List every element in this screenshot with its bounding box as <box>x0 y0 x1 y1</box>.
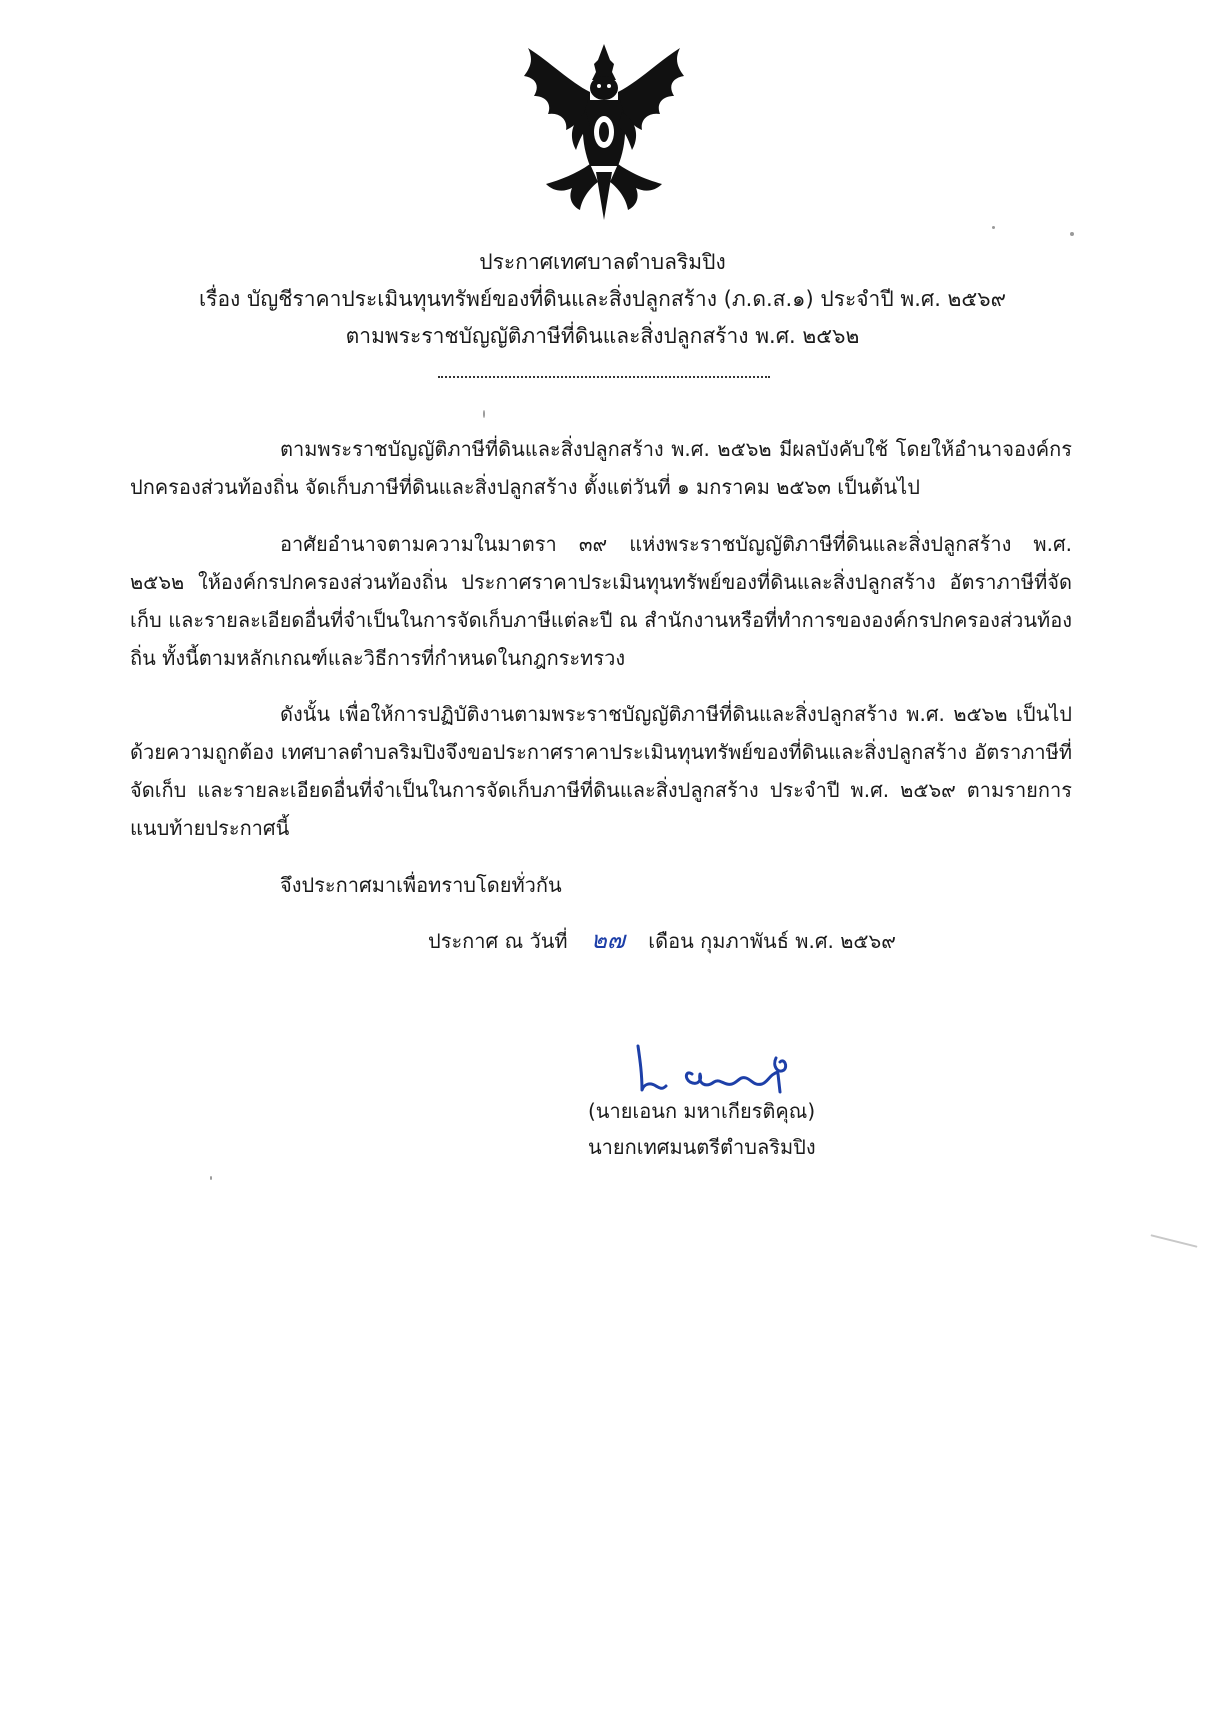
date-month-year: เดือน กุมภาพันธ์ พ.ศ. ๒๕๖๙ <box>648 929 896 953</box>
closing-statement: จึงประกาศมาเพื่อทราบโดยทั่วกัน <box>280 873 562 897</box>
announcement-title: ประกาศเทศบาลตำบลริมปิง <box>479 250 726 274</box>
signatory-title: นายกเทศมนตรีตำบลริมปิง <box>588 1135 816 1159</box>
scan-speck <box>1070 232 1074 236</box>
signatory-name: (นายเอนก มหาเกียรติคุณ) <box>588 1099 816 1123</box>
scan-speck <box>210 1176 212 1180</box>
dotted-divider <box>438 376 770 378</box>
announcement-subtitle: ตามพระราชบัญญัติภาษีที่ดินและสิ่งปลูกสร้าง พ.ศ. ๒๕๖๒ <box>345 324 860 348</box>
scan-speck <box>992 226 995 229</box>
body-paragraph-2: อาศัยอำนาจตามความในมาตรา ๓๙ แห่งพระราชบัญญัติภาษีที่ดินและสิ่งปลูกสร้าง พ.ศ. ๒๕๖๒ ให้องค์กรปกครองส่วนท้องถิ่น ประกาศราคาประเมินทุนทรัพย์ของที่ดินและสิ่งปลูกสร้าง อัตราภาษีที่จัดเก็บ และรายละเอียดอื่นที่จำเป็นในการจัดเก็บภาษีแต่ละปี ณ สำนักงานหรือที่ทำการขององค์กรปกครองส่วนท้องถิ่น ทั้งนี้ตามหลักเกณฑ์และวิธีการที่กำหนดในกฎกระทรวง <box>130 532 1072 670</box>
announcement-subject: เรื่อง บัญชีราคาประเมินทุนทรัพย์ของที่ดินและสิ่งปลูกสร้าง (ภ.ด.ส.๑) ประจำปี พ.ศ. ๒๕๖๙ <box>198 287 1006 311</box>
garuda-emblem-icon <box>520 42 688 222</box>
signature-icon <box>628 1040 798 1100</box>
body-paragraph-1: ตามพระราชบัญญัติภาษีที่ดินและสิ่งปลูกสร้าง พ.ศ. ๒๕๖๒ มีผลบังคับใช้ โดยให้อำนาจองค์กรปกครองส่วนท้องถิ่น จัดเก็บภาษีที่ดินและสิ่งปลูกสร้าง ตั้งแต่วันที่ ๑ มกราคม ๒๕๖๓ เป็นต้นไป <box>130 437 1072 499</box>
date-line <box>428 925 896 956</box>
date-day-handwritten: ๒๗ <box>591 926 625 954</box>
date-prefix: ประกาศ ณ วันที่ <box>428 929 568 953</box>
scan-speck <box>483 410 485 418</box>
body-paragraph-3: ดังนั้น เพื่อให้การปฏิบัติงานตามพระราชบัญญัติภาษีที่ดินและสิ่งปลูกสร้าง พ.ศ. ๒๕๖๒ เป็นไปด้วยความถูกต้อง เทศบาลตำบลริมปิงจึงขอประกาศราคาประเมินทุนทรัพย์ของที่ดินและสิ่งปลูกสร้าง อัตราภาษีที่จัดเก็บ และรายละเอียดอื่นที่จำเป็นในการจัดเก็บภาษีที่ดินและสิ่งปลูกสร้าง ประจำปี พ.ศ. ๒๕๖๙ ตามรายการแนบท้ายประกาศนี้ <box>130 702 1072 840</box>
scan-speck <box>1150 1234 1197 1248</box>
